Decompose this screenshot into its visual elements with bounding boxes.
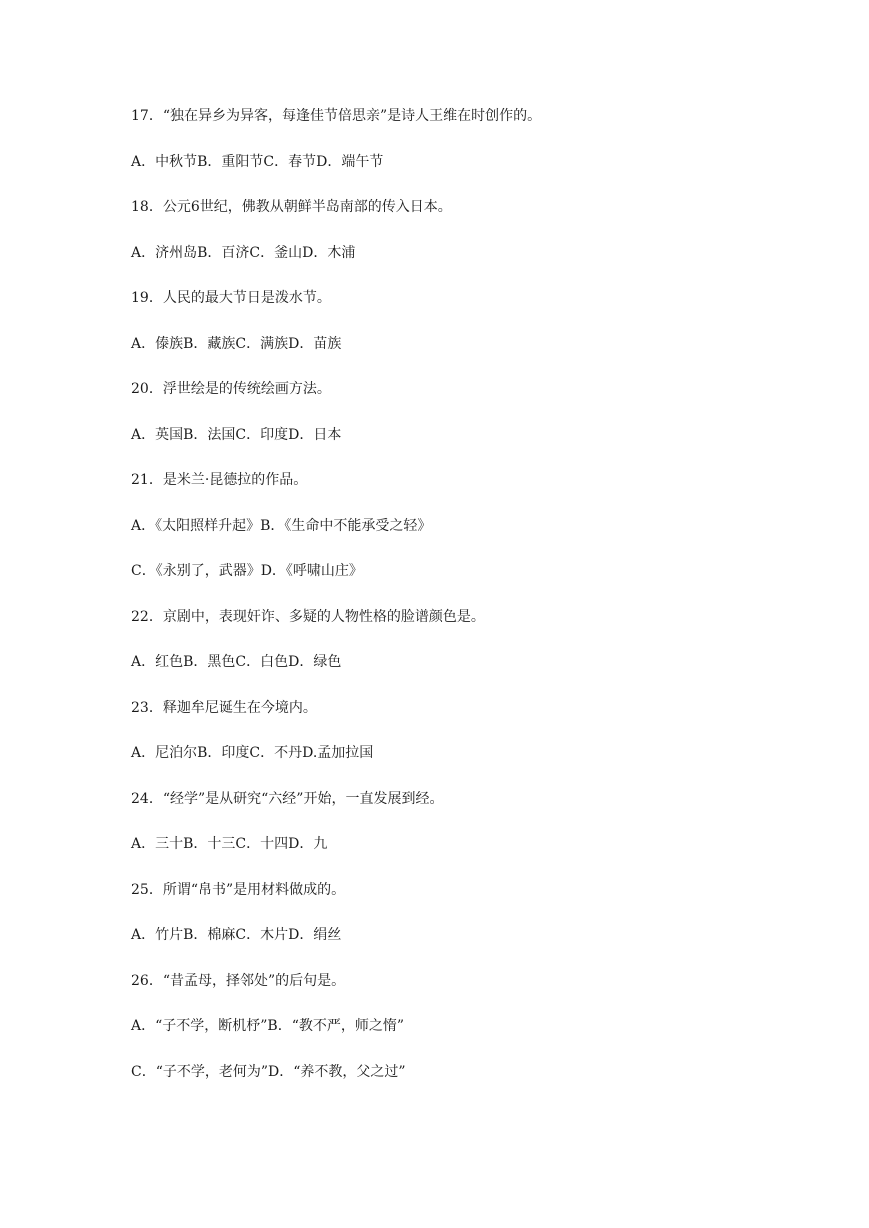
- options-17: A．中秋节B．重阳节C．春节D．端午节: [131, 154, 384, 170]
- options-24: A．三十B．十三C．十四D．九: [131, 836, 328, 852]
- question-22: 22．京剧中，表现奸诈、多疑的人物性格的脸谱颜色是。: [131, 609, 485, 625]
- options-18: A．济州岛B．百济C．釜山D．木浦: [131, 245, 356, 261]
- question-20: 20．浮世绘是的传统绘画方法。: [131, 381, 331, 397]
- question-17: 17．“独在异乡为异客，每逢佳节倍思亲”是诗人王维在时创作的。: [131, 108, 542, 124]
- question-26: 26．“昔孟母，择邻处”的后句是。: [131, 973, 346, 989]
- options-25: A．竹片B．棉麻C．木片D．绢丝: [131, 927, 342, 943]
- options-20: A．英国B．法国C．印度D．日本: [131, 427, 342, 443]
- options-22: A．红色B．黑色C．白色D．绿色: [131, 654, 342, 670]
- options-26-cd: C．“子不学，老何为”D．“养不教，父之过”: [131, 1064, 406, 1080]
- options-23: A．尼泊尔B．印度C．不丹D.孟加拉国: [131, 745, 374, 761]
- options-26-ab: A．“子不学，断机杼”B．“教不严，师之惰”: [131, 1018, 405, 1034]
- options-21-cd: C．《永别了，武器》D．《呼啸山庄》: [131, 563, 363, 579]
- options-21-ab: A．《太阳照样升起》B．《生命中不能承受之轻》: [131, 518, 432, 534]
- question-18: 18．公元6世纪，佛教从朝鲜半岛南部的传入日本。: [131, 199, 452, 215]
- question-23: 23．释迦牟尼诞生在今境内。: [131, 700, 317, 716]
- question-19: 19．人民的最大节日是泼水节。: [131, 290, 331, 306]
- question-25: 25．所谓“帛书”是用材料做成的。: [131, 882, 346, 898]
- question-21: 21．是米兰·昆德拉的作品。: [131, 472, 308, 488]
- question-24: 24．“经学”是从研究“六经”开始，一直发展到经。: [131, 791, 444, 807]
- options-19: A．傣族B．藏族C．满族D．苗族: [131, 336, 342, 352]
